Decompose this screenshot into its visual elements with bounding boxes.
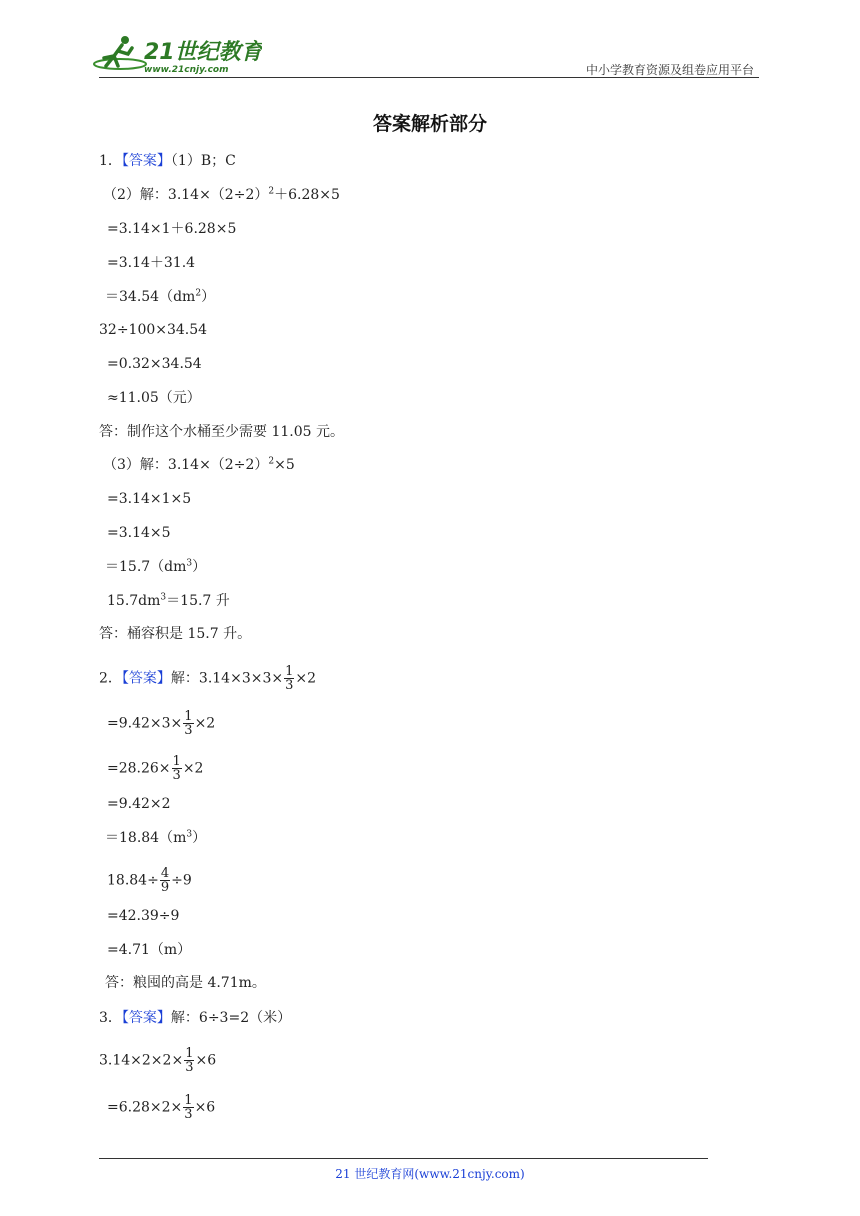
answer-tag: 【答案】 — [121, 153, 171, 169]
line-text: 1． — [99, 153, 122, 169]
exponent: 3 — [186, 829, 193, 840]
exponent: 2 — [195, 288, 202, 299]
solution-line — [99, 152, 236, 170]
line-text: 18.84÷ — [107, 872, 159, 889]
solution-line — [99, 1009, 291, 1027]
line-text: =4.71（m） — [107, 942, 192, 958]
line-text: ＝18.84（m — [105, 830, 187, 846]
fraction: $\frac{4}{9}$ — [160, 866, 170, 895]
line-text: （3）解：3.14×（2÷2） — [103, 457, 269, 473]
solution-line — [99, 665, 316, 692]
solution-line — [107, 795, 171, 813]
fraction: $\frac{1}{3}$ — [185, 1046, 194, 1075]
line-text: ＝15.7（dm — [105, 559, 187, 575]
fraction: $\frac{1}{3}$ — [172, 754, 181, 783]
line-text: 答：粮囤的高是 4.71m。 — [105, 975, 266, 991]
solution-line — [103, 186, 340, 204]
line-text: （2）解：3.14×（2÷2） — [103, 187, 269, 203]
solution-line — [107, 941, 191, 959]
line-text: =3.14×5 — [107, 525, 171, 541]
solution-line — [107, 389, 201, 407]
line-text: =3.14＋31.4 — [107, 255, 196, 271]
exponent: 2 — [268, 456, 275, 467]
solution-line — [107, 907, 179, 925]
solution-line — [107, 490, 191, 508]
line-text: ×2 — [295, 670, 317, 687]
line-text: 解：6÷3=2（米） — [170, 1010, 292, 1026]
logo-url-text: www.21cnjy.com — [144, 65, 229, 75]
line-text: =3.14×1＋6.28×5 — [107, 221, 237, 237]
line-text: 15.7dm — [107, 593, 161, 609]
solution-line — [105, 288, 215, 306]
line-text: 3． — [99, 1010, 122, 1026]
line-text: =9.42×2 — [107, 796, 171, 812]
line-text: ＋6.28×5 — [274, 187, 340, 203]
line-text: =3.14×1×5 — [107, 491, 192, 507]
fraction: $\frac{1}{3}$ — [184, 1093, 193, 1122]
line-text: ×2 — [194, 715, 216, 732]
answer-tag: 【答案】 — [121, 670, 171, 687]
line-text: ×2 — [182, 760, 204, 777]
solution-line — [107, 1094, 215, 1121]
line-text: ×5 — [274, 457, 295, 473]
solution-line — [99, 423, 344, 441]
platform-name: 中小学教育资源及组卷应用平台 — [585, 63, 754, 77]
line-text: =6.28×2× — [107, 1099, 183, 1116]
solution-line — [107, 524, 171, 542]
solution-line — [107, 755, 203, 782]
line-text: 答：制作这个水桶至少需要 11.05 元。 — [99, 424, 344, 440]
solution-line — [107, 867, 192, 894]
line-text: ＝34.54（dm — [105, 289, 196, 305]
line-text: =28.26× — [107, 760, 171, 777]
answer-tag: 【答案】 — [121, 1010, 171, 1026]
line-text: ＝15.7 升 — [166, 593, 230, 609]
line-text: ×6 — [195, 1052, 217, 1069]
line-text: ≈11.05（元） — [107, 390, 201, 406]
line-text: ÷9 — [171, 872, 192, 889]
solution-line — [107, 220, 236, 238]
footer-site[interactable]: 21 世纪教育网(www.21cnjy.com) — [335, 1167, 525, 1181]
exponent: 3 — [186, 558, 193, 569]
solution-line — [105, 974, 266, 992]
solution-line — [107, 254, 195, 272]
site-logo — [92, 32, 262, 80]
solution-line — [105, 829, 206, 847]
line-text: =0.32×34.54 — [107, 356, 202, 372]
solution-line — [99, 625, 251, 643]
header-divider — [99, 77, 759, 78]
page-title: 答案解析部分 — [372, 113, 487, 135]
line-text: ） — [192, 830, 207, 846]
line-text: ） — [201, 289, 216, 305]
exponent: 3 — [160, 592, 167, 603]
footer-divider — [99, 1158, 708, 1159]
runner-logo-icon — [92, 32, 262, 80]
line-text: =9.42×3× — [107, 715, 183, 732]
solution-line — [103, 456, 295, 474]
solution-line — [107, 592, 230, 610]
solution-line — [107, 355, 202, 373]
line-text: ×6 — [194, 1099, 216, 1116]
line-text: 解：3.14×3×3× — [170, 670, 284, 687]
fraction: $\frac{1}{3}$ — [285, 664, 294, 693]
line-text: =42.39÷9 — [107, 908, 180, 924]
line-text: 2． — [99, 670, 122, 687]
line-text: 3.14×2×2× — [99, 1052, 184, 1069]
fraction: $\frac{1}{3}$ — [184, 709, 193, 738]
line-text: ） — [192, 559, 207, 575]
line-text: 答：桶容积是 15.7 升。 — [99, 626, 252, 642]
solution-line — [99, 321, 207, 339]
solution-line — [105, 558, 206, 576]
line-text: 32÷100×34.54 — [99, 322, 208, 338]
exponent: 2 — [268, 186, 275, 197]
solution-line — [107, 710, 215, 737]
solution-line — [99, 1047, 216, 1074]
logo-text: 21世纪教育 — [144, 40, 262, 65]
line-text: （1）B；C — [170, 153, 236, 169]
